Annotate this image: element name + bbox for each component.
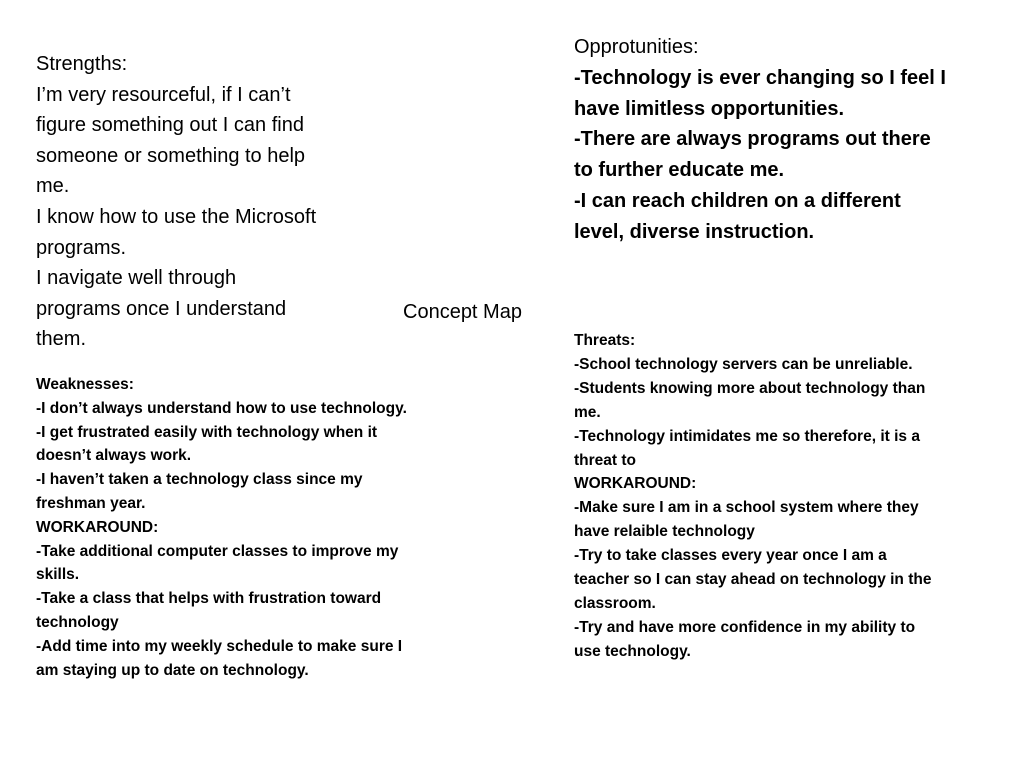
- strengths-line: I know how to use the Microsoft: [36, 205, 317, 228]
- weaknesses-workaround-heading: WORKAROUND:: [36, 518, 159, 536]
- threats-line: use technology.: [574, 642, 691, 660]
- threats-line: -Make sure I am in a school system where they: [574, 499, 919, 517]
- threats-line: threat to: [574, 451, 636, 469]
- threats-workaround-heading: WORKAROUND:: [574, 475, 697, 493]
- opportunities-line: to further educate me.: [574, 159, 785, 182]
- threats-line: classroom.: [574, 594, 656, 612]
- weaknesses-line: -Add time into my weekly schedule to make sure I: [36, 637, 403, 655]
- weaknesses-section: [36, 373, 466, 682]
- threats-line: -Technology intimidates me so therefore, it is a: [574, 427, 920, 445]
- threats-line: me.: [574, 403, 601, 421]
- strengths-section: [36, 49, 386, 355]
- strengths-line: programs.: [36, 236, 127, 259]
- threats-line: -Try to take classes every year once I am a: [574, 547, 887, 565]
- weaknesses-line: -I haven’t taken a technology class since my: [36, 471, 363, 489]
- strengths-line: someone or something to help: [36, 144, 306, 167]
- opportunities-line: -I can reach children on a different: [574, 189, 901, 212]
- strengths-heading: Strengths:: [36, 53, 128, 75]
- opportunities-heading: Opprotunities:: [574, 36, 699, 58]
- threats-line: have relaible technology: [574, 523, 755, 541]
- opportunities-line: level, diverse instruction.: [574, 220, 815, 243]
- threats-heading: Threats:: [574, 332, 636, 349]
- opportunities-line: -There are always programs out there: [574, 128, 931, 151]
- weaknesses-line: -I get frustrated easily with technology when it: [36, 423, 378, 441]
- opportunities-line: have limitless opportunities.: [574, 97, 845, 120]
- threats-line: teacher so I can stay ahead on technology in the: [574, 571, 932, 589]
- weaknesses-line: am staying up to date on technology.: [36, 661, 309, 679]
- weaknesses-line: -Take a class that helps with frustration toward: [36, 590, 382, 608]
- opportunities-section: [574, 32, 994, 248]
- weaknesses-line: -I don’t always understand how to use technology.: [36, 399, 407, 417]
- strengths-line: figure something out I can find: [36, 114, 304, 137]
- opportunities-line: -Technology is ever changing so I feel I: [574, 66, 946, 89]
- threats-line: -Try and have more confidence in my ability to: [574, 618, 916, 636]
- strengths-line: me.: [36, 175, 70, 198]
- concept-map-label: Concept Map: [403, 301, 522, 323]
- weaknesses-line: technology: [36, 613, 119, 631]
- strengths-line: I navigate well through: [36, 267, 237, 290]
- strengths-line: I’m very resourceful, if I can’t: [36, 83, 291, 106]
- weaknesses-line: freshman year.: [36, 494, 146, 512]
- strengths-line: them.: [36, 328, 87, 351]
- weaknesses-line: doesn’t always work.: [36, 447, 192, 465]
- weaknesses-line: -Take additional computer classes to improve my: [36, 542, 399, 560]
- threats-line: -School technology servers can be unreliable.: [574, 355, 913, 373]
- threats-section: [574, 329, 994, 664]
- strengths-line: programs once I understand: [36, 297, 287, 320]
- weaknesses-heading: Weaknesses:: [36, 376, 134, 393]
- threats-line: -Students knowing more about technology than: [574, 379, 926, 397]
- weaknesses-line: skills.: [36, 566, 80, 584]
